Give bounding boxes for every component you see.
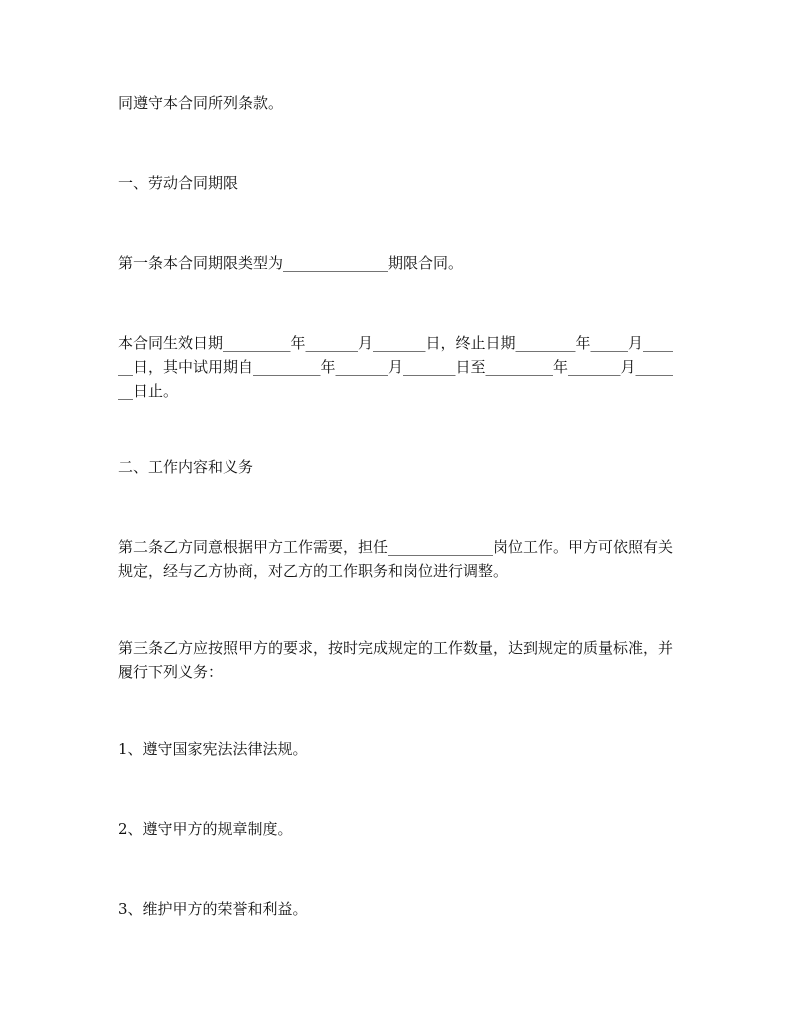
list-item-obligation-2: 2、遵守甲方的规章制度。 (118, 820, 293, 838)
paragraph-article-2: 第二条乙方同意根据甲方工作需要，担任______________岗位工作。甲方可依照有关规定，经与乙方协商，对乙方的工作职务和岗位进行调整。 (118, 538, 674, 580)
paragraph-article-1: 第一条本合同期限类型为______________期限合同。 (118, 254, 464, 272)
list-item-obligation-1: 1、遵守国家宪法法律法规。 (118, 740, 308, 758)
paragraph-effective-dates: 本合同生效日期_________年_______月_______日，终止日期________年_____月______日，其中试用期自_________年_______月_______日至_________年_______月_______日止。 (118, 334, 674, 400)
heading-contract-term: 一、劳动合同期限 (118, 174, 239, 192)
paragraph-article-3: 第三条乙方应按照甲方的要求，按时完成规定的工作数量，达到规定的质量标准，并履行下列义务： (118, 639, 674, 681)
list-item-obligation-3: 3、维护甲方的荣誉和利益。 (118, 900, 308, 918)
heading-work-content: 二、工作内容和义务 (118, 458, 254, 476)
paragraph-contract-terms: 同遵守本合同所列条款。 (118, 94, 284, 112)
